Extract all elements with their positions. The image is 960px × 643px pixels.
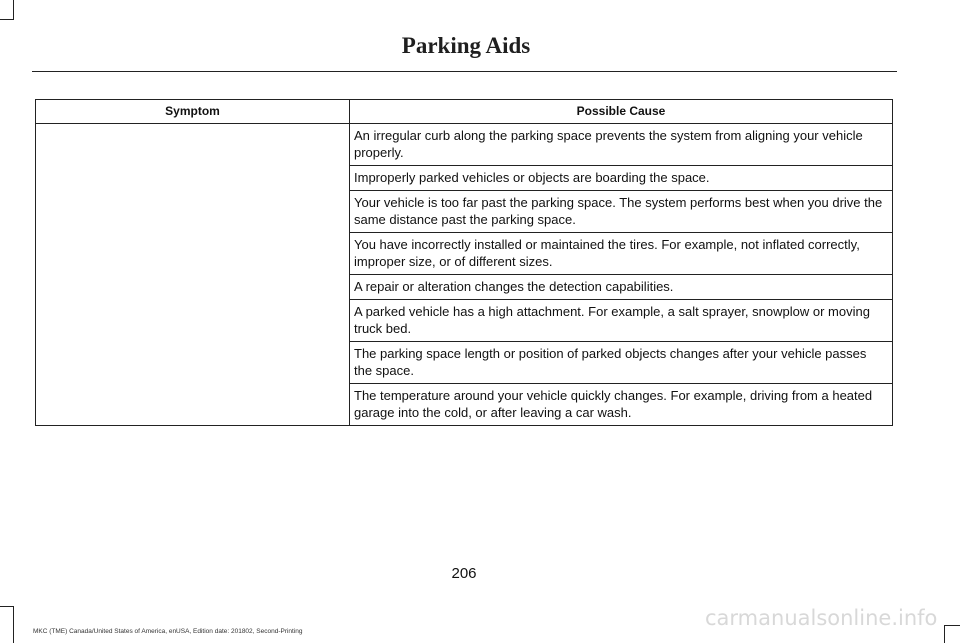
possible-cause-header: Possible Cause (350, 100, 893, 124)
cause-cell: An irregular curb along the parking space prevents the system from aligning your vehicle properly. (350, 124, 893, 166)
cause-cell: Improperly parked vehicles or objects are boarding the space. (350, 166, 893, 191)
cause-cell: A parked vehicle has a high attachment. For example, a salt sprayer, snowplow or moving truck bed. (350, 300, 893, 342)
crop-mark-bottom-right-horizontal (944, 625, 960, 626)
symptom-cell (36, 124, 350, 426)
crop-mark-bottom-left-vertical (13, 606, 14, 643)
crop-mark-bottom-right-vertical (944, 625, 945, 643)
edition-footer: MKC (TME) Canada/United States of America, enUSA, Edition date: 201802, Second-Printing (33, 628, 303, 635)
cause-cell: The temperature around your vehicle quickly changes. For example, driving from a heated garage into the cold, or after leaving a car wash. (350, 384, 893, 426)
page-number: 206 (451, 565, 477, 582)
table-header-row (36, 100, 893, 124)
crop-mark-top-left-vertical (13, 0, 14, 20)
symptom-cause-table (35, 99, 893, 426)
table-row (36, 124, 893, 166)
crop-mark-top-left-horizontal (0, 19, 14, 20)
cause-cell: Your vehicle is too far past the parking space. The system performs best when you drive the same distance past the parking space. (350, 191, 893, 233)
title-divider (32, 71, 897, 72)
watermark: carmanualsonline.info (705, 606, 938, 630)
page-title: Parking Aids (401, 33, 531, 58)
cause-cell: A repair or alteration changes the detection capabilities. (350, 275, 893, 300)
cause-cell: You have incorrectly installed or maintained the tires. For example, not inflated correctly, improper size, or of different sizes. (350, 233, 893, 275)
crop-mark-bottom-left-horizontal (0, 606, 14, 607)
symptom-header: Symptom (36, 100, 350, 124)
cause-cell: The parking space length or position of parked objects changes after your vehicle passes the space. (350, 342, 893, 384)
